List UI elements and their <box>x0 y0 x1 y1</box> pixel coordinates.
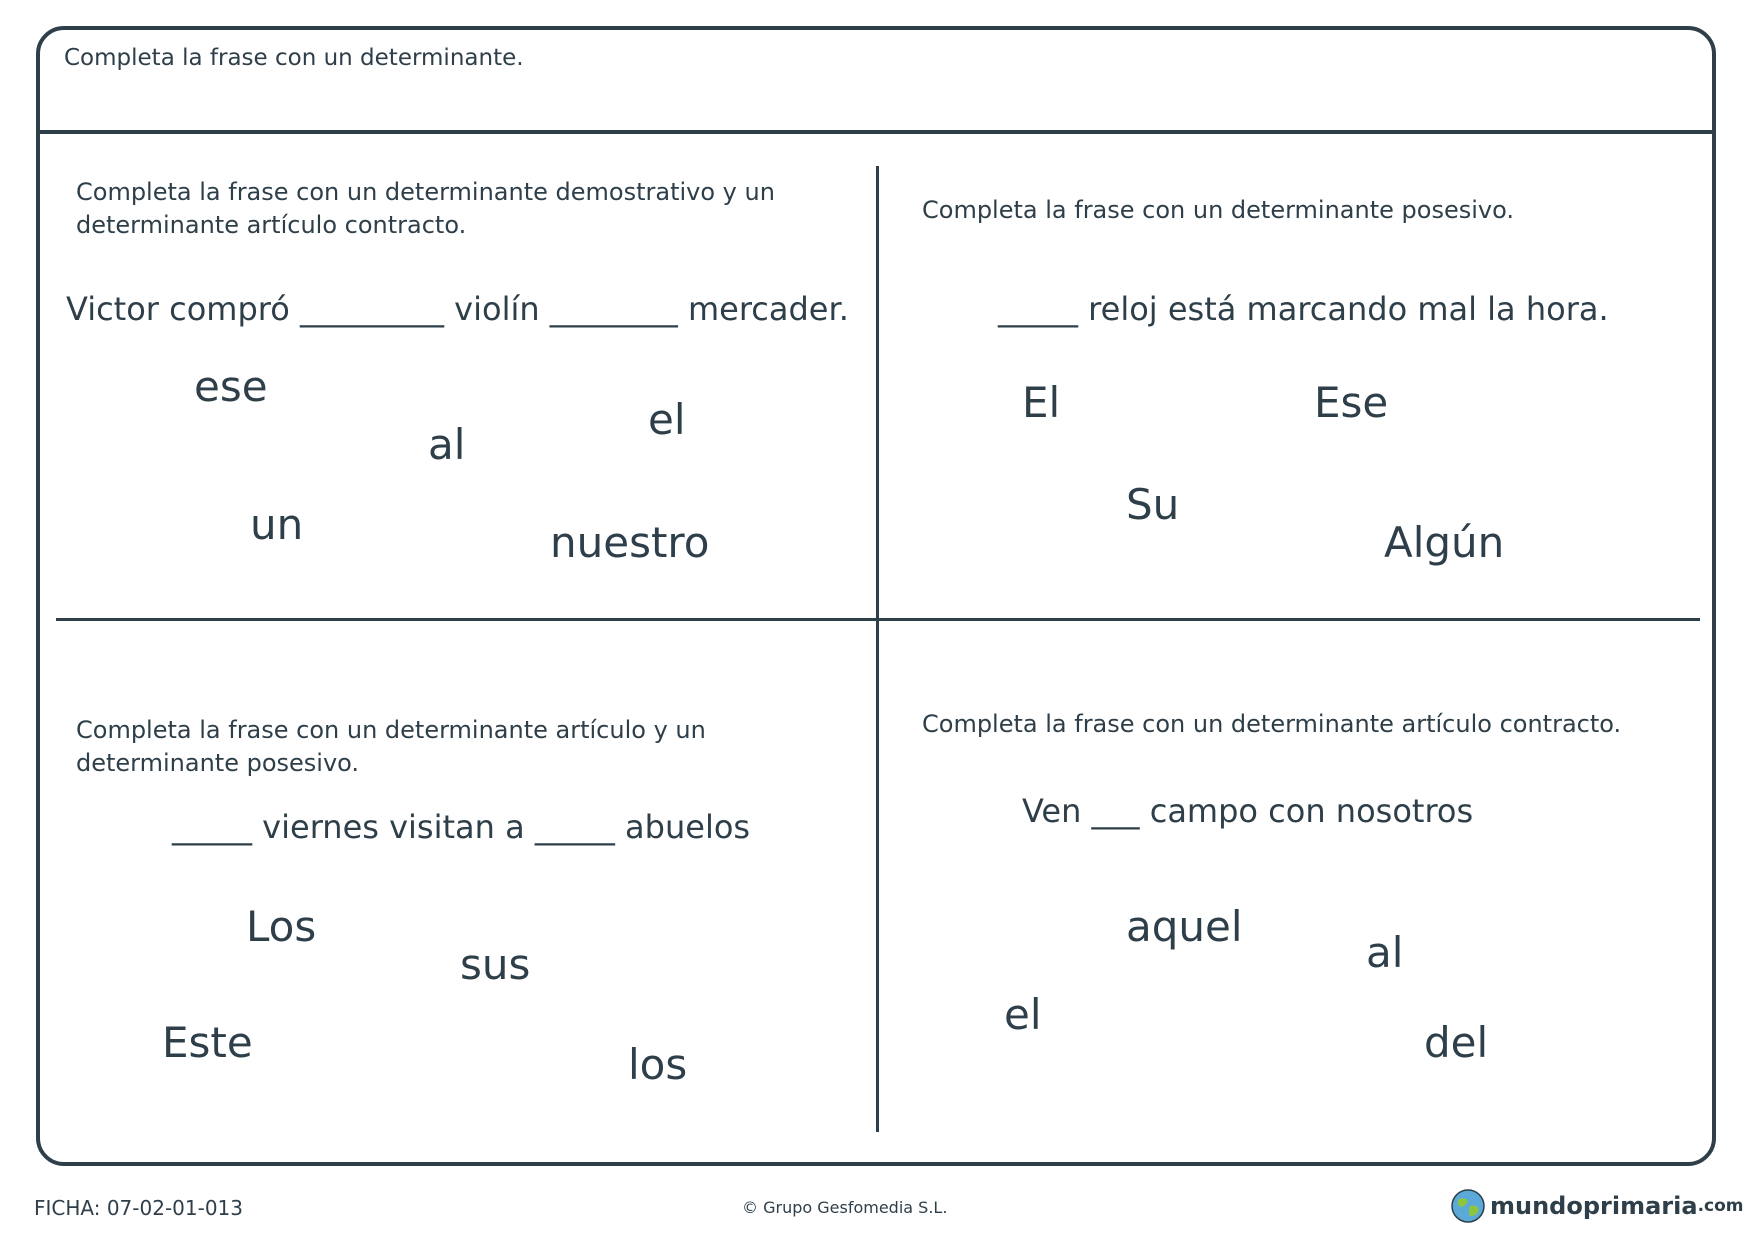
ficha-code: FICHA: 07-02-01-013 <box>34 1196 244 1220</box>
exercise-sentence: _____ reloj está marcando mal la hora. <box>998 290 1609 328</box>
word-option[interactable]: Algún <box>1384 518 1505 567</box>
word-option[interactable]: al <box>428 420 466 469</box>
header-divider <box>36 130 1716 134</box>
exercise-instruction: Completa la frase con un determinante artículo contracto. <box>922 710 1622 738</box>
globe-icon <box>1450 1188 1486 1224</box>
exercise-instruction: Completa la frase con un determinante demostrativo y un determinante artículo contracto. <box>76 178 775 239</box>
exercise-sentence: _____ viernes visitan a _____ abuelos <box>172 808 751 846</box>
word-option[interactable]: El <box>1022 378 1061 427</box>
exercise-sentence: Victor compró _________ violín ________ mercader. <box>66 290 849 328</box>
word-option[interactable]: nuestro <box>550 518 710 567</box>
exercise-instruction: Completa la frase con un determinante posesivo. <box>922 196 1514 224</box>
word-option[interactable]: un <box>250 500 304 549</box>
word-option[interactable]: el <box>648 395 686 444</box>
word-option[interactable]: los <box>628 1040 688 1089</box>
word-option[interactable]: aquel <box>1126 902 1243 951</box>
word-option[interactable]: el <box>1004 990 1042 1039</box>
word-option[interactable]: Los <box>246 902 317 951</box>
exercise-sentence: Ven ___ campo con nosotros <box>1022 792 1474 830</box>
header-instruction: Completa la frase con un determinante. <box>64 45 524 71</box>
site-logo[interactable] <box>1450 1186 1744 1226</box>
vertical-divider <box>876 166 879 1132</box>
word-option[interactable]: Ese <box>1314 378 1389 427</box>
copyright: © Grupo Gesfomedia S.L. <box>742 1198 948 1217</box>
exercise-instruction: Completa la frase con un determinante artículo y un determinante posesivo. <box>76 716 706 777</box>
word-option[interactable]: ese <box>194 362 268 411</box>
word-option[interactable]: Este <box>162 1018 253 1067</box>
word-option[interactable]: Su <box>1126 480 1180 529</box>
word-option[interactable]: del <box>1424 1018 1489 1067</box>
word-option[interactable]: sus <box>460 940 531 989</box>
word-option[interactable]: al <box>1366 928 1404 977</box>
logo-domain: .com <box>1697 1196 1744 1216</box>
horizontal-divider <box>56 618 1700 621</box>
logo-text: mundoprimaria <box>1490 1192 1698 1220</box>
